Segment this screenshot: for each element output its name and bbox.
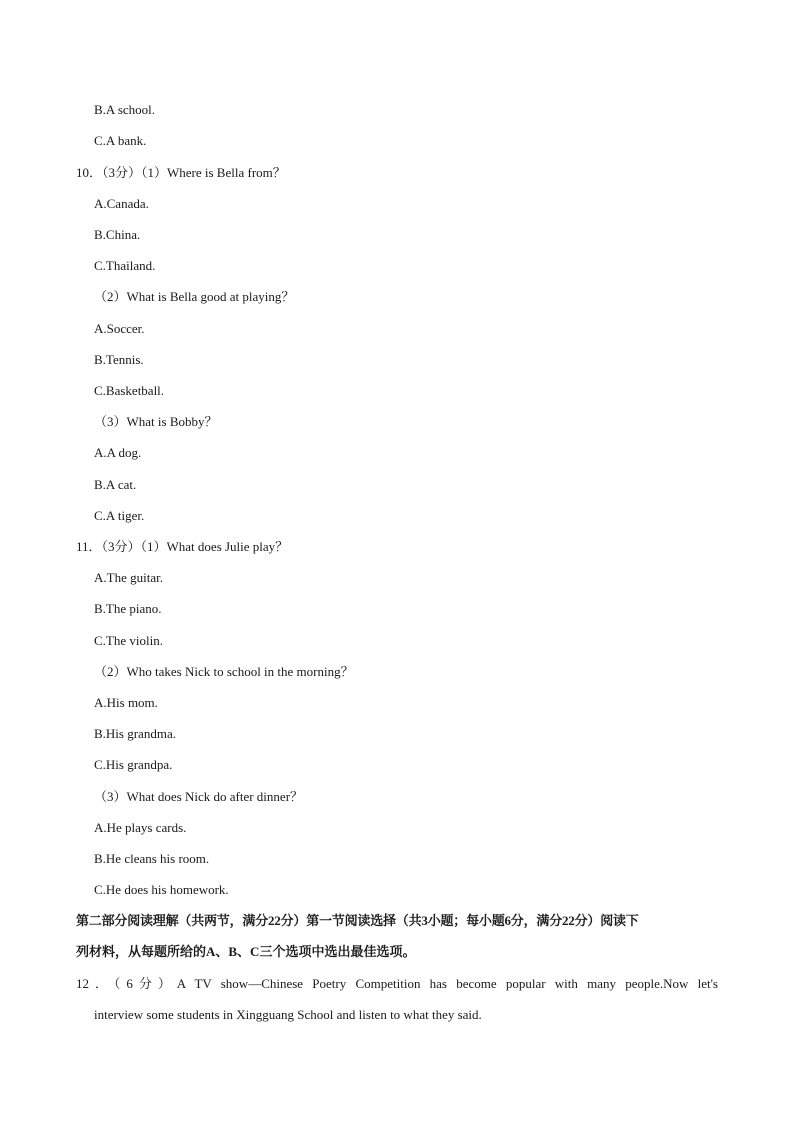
option-c-q10-1: C.Thailand. (94, 258, 156, 273)
option-c-q11-2: C.His grandpa. (94, 757, 173, 772)
option-b-q11-1: B.The piano. (94, 601, 162, 616)
question-10-part-1: 10．（3分）（1）Where is Bella from？ (76, 165, 286, 180)
option-b-q11-3: B.He cleans his room. (94, 851, 210, 866)
option-c-q10-3: C.A tiger. (94, 508, 145, 523)
question-10-part-2: （2）What is Bella good at playing？ (94, 289, 295, 304)
question-12-line-1: 12．（6分）A TV show—Chinese Poetry Competition has become popular with many people.Now let's (76, 976, 718, 991)
question-11-part-2: （2）Who takes Nick to school in the morning？ (94, 664, 354, 679)
question-10-part-3: （3）What is Bobby？ (94, 414, 218, 429)
option-a-q11-2: A.His mom. (94, 695, 158, 710)
option-a-q11-1: A.The guitar. (94, 570, 163, 585)
option-c-q9: C.A bank. (94, 133, 147, 148)
option-b-q11-2: B.His grandma. (94, 726, 176, 741)
question-11-part-1: 11．（3分）（1）What does Julie play？ (76, 539, 289, 554)
question-12-line-2: interview some students in Xingguang School and listen to what they said. (94, 1007, 482, 1022)
option-a-q10-2: A.Soccer. (94, 321, 145, 336)
option-c-q11-3: C.He does his homework. (94, 882, 229, 897)
option-b-q9: B.A school. (94, 102, 156, 117)
option-b-q10-3: B.A cat. (94, 477, 137, 492)
section-heading-line-2: 列材料，从每题所给的A、B、C三个选项中选出最佳选项。 (76, 944, 416, 959)
option-b-q10-1: B.China. (94, 227, 141, 242)
option-a-q10-3: A.A dog. (94, 445, 142, 460)
option-a-q10-1: A.Canada. (94, 196, 149, 211)
option-a-q11-3: A.He plays cards. (94, 820, 187, 835)
option-b-q10-2: B.Tennis. (94, 352, 144, 367)
option-c-q11-1: C.The violin. (94, 633, 163, 648)
section-heading-line-1: 第二部分阅读理解（共两节，满分22分）第一节阅读选择（共3小题；每小题6分，满分22分）阅读下 (76, 913, 639, 928)
option-c-q10-2: C.Basketball. (94, 383, 165, 398)
question-11-part-3: （3）What does Nick do after dinner？ (94, 789, 304, 804)
